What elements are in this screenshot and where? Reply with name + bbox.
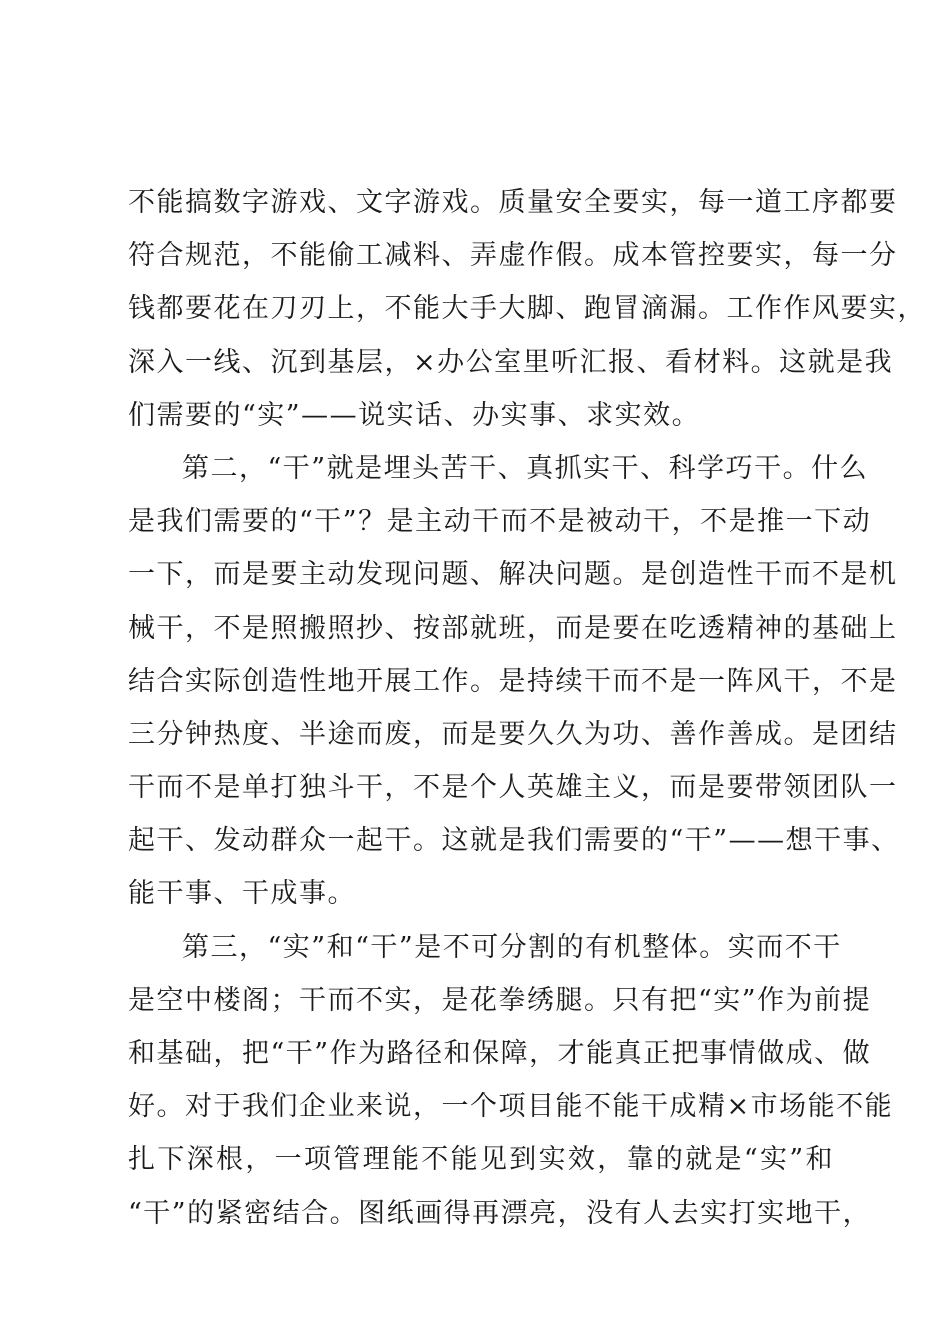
paragraph-start-line: 第二，“干”就是埋头苦干、真抓实干、科学巧干。什么 — [182, 452, 869, 484]
text-line: 干而不是单打独斗干，不是个人英雄主义，而是要带领团队一 — [128, 772, 898, 804]
text-line: “干”的紧密结合。图纸画得再漂亮，没有人去实打实地干， — [128, 1197, 872, 1229]
text-line: 深入一线、沉到基层，×办公室里听汇报、看材料。这就是我 — [128, 346, 894, 378]
text-line: 能干事、干成事。 — [128, 878, 356, 910]
text-line: 好。对于我们企业来说，一个项目能不能干成精×市场能不能 — [128, 1091, 894, 1123]
document-body — [128, 176, 926, 1240]
text-line: 结合实际创造性地开展工作。是持续干而不是一阵风干，不是 — [128, 665, 898, 697]
text-line: 符合规范，不能偷工减料、弄虚作假。成本管控要实，每一分 — [128, 240, 898, 272]
text-line: 一下，而是要主动发现问题、解决问题。是创造性干而不是机 — [128, 559, 898, 591]
text-line: 是空中楼阁；干而不实，是花拳绣腿。只有把“实”作为前提 — [128, 984, 872, 1016]
text-line: 扎下深根，一项管理能不能见到实效，靠的就是“实”和 — [128, 1144, 834, 1176]
text-line: 是我们需要的“干”？是主动干而不是被动干，不是推一下动 — [128, 506, 872, 538]
text-line: 三分钟热度、半途而废，而是要久久为功、善作善成。是团结 — [128, 718, 898, 750]
text-line: 钱都要花在刀刃上，不能大手大脚、跑冒滴漏。工作作风要实， — [128, 293, 926, 325]
text-line: 们需要的“实”——说实话、办实事、求实效。 — [128, 399, 701, 431]
text-line: 不能搞数字游戏、文字游戏。质量安全要实，每一道工序都要 — [128, 187, 898, 218]
text-line: 械干，不是照搬照抄、按部就班，而是要在吃透精神的基础上 — [128, 612, 898, 644]
text-line: 和基础，把“干”作为路径和保障，才能真正把事情做成、做 — [128, 1038, 872, 1069]
text-line: 起干、发动群众一起干。这就是我们需要的“干”——想干事、 — [128, 825, 900, 857]
paragraph-start-line: 第三，“实”和“干”是不可分割的有机整体。实而不干 — [182, 931, 842, 963]
